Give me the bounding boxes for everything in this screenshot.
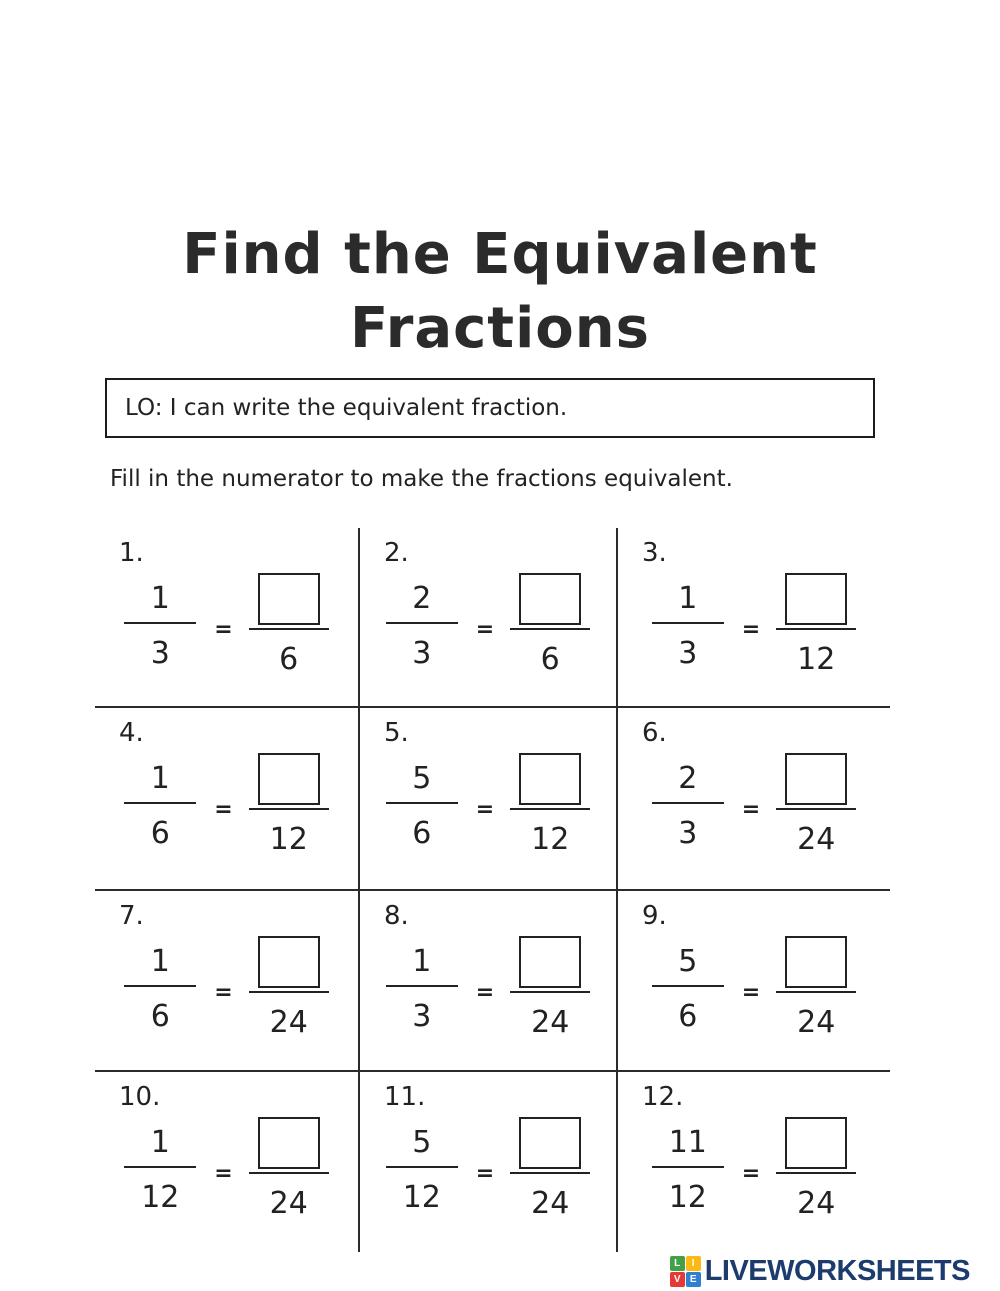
equation [124, 573, 328, 677]
answer-fraction [776, 573, 856, 677]
problem-number: 6. [642, 718, 667, 748]
equals-sign: = [741, 617, 761, 642]
given-numerator: 1 [150, 581, 170, 616]
given-fraction [652, 936, 724, 1034]
numerator-input-box[interactable] [258, 573, 320, 625]
given-denominator: 6 [150, 816, 170, 851]
equals-sign: = [741, 1161, 761, 1186]
problem-cell-7 [95, 891, 360, 1072]
learning-objective-text: LO: I can write the equivalent fraction. [125, 395, 568, 421]
numerator-input-box[interactable] [519, 753, 581, 805]
answer-denominator: 6 [279, 642, 299, 677]
numerator-input-box[interactable] [519, 936, 581, 988]
given-numerator: 5 [678, 944, 698, 979]
answer-denominator: 24 [797, 822, 836, 857]
equation [124, 1117, 328, 1221]
problem-cell-8 [360, 891, 618, 1072]
equals-sign: = [475, 980, 495, 1005]
title-line-2: Fractions [350, 295, 650, 361]
instruction-text: Fill in the numerator to make the fractions equivalent. [110, 466, 733, 492]
page-title [0, 218, 1000, 366]
given-fraction [652, 753, 724, 851]
problem-cell-11 [360, 1072, 618, 1252]
answer-denominator: 12 [531, 822, 570, 857]
given-numerator: 2 [412, 581, 432, 616]
answer-fraction [776, 936, 856, 1040]
problem-cell-4 [95, 708, 360, 891]
given-fraction [124, 573, 196, 671]
given-fraction [386, 753, 458, 851]
equation [386, 753, 590, 857]
equals-sign: = [475, 797, 495, 822]
problem-cell-6 [618, 708, 890, 891]
equation [652, 1117, 856, 1221]
equation [386, 573, 590, 677]
numerator-input-box[interactable] [258, 936, 320, 988]
numerator-input-box[interactable] [785, 753, 847, 805]
answer-denominator: 6 [540, 642, 560, 677]
answer-fraction [249, 573, 329, 677]
given-fraction [386, 573, 458, 671]
given-numerator: 11 [668, 1125, 707, 1160]
problem-number: 7. [119, 901, 144, 931]
numerator-input-box[interactable] [785, 936, 847, 988]
equation [124, 936, 328, 1040]
equation [124, 753, 328, 857]
answer-denominator: 24 [269, 1005, 308, 1040]
answer-denominator: 12 [269, 822, 308, 857]
problem-number: 8. [384, 901, 409, 931]
given-numerator: 2 [678, 761, 698, 796]
given-fraction [386, 1117, 458, 1215]
numerator-input-box[interactable] [258, 1117, 320, 1169]
given-fraction [386, 936, 458, 1034]
given-fraction [652, 573, 724, 671]
numerator-input-box[interactable] [258, 753, 320, 805]
liveworksheets-logo-icon [670, 1256, 701, 1287]
problem-number: 11. [384, 1082, 426, 1112]
given-fraction [124, 753, 196, 851]
given-denominator: 12 [402, 1180, 441, 1215]
equals-sign: = [475, 1161, 495, 1186]
logo-square-e: E [686, 1272, 701, 1287]
given-fraction [124, 936, 196, 1034]
problem-cell-9 [618, 891, 890, 1072]
problem-number: 12. [642, 1082, 684, 1112]
equals-sign: = [214, 617, 233, 642]
given-denominator: 6 [678, 999, 698, 1034]
numerator-input-box[interactable] [785, 1117, 847, 1169]
answer-denominator: 24 [531, 1005, 570, 1040]
given-numerator: 1 [678, 581, 698, 616]
given-fraction [124, 1117, 196, 1215]
logo-square-i: I [686, 1256, 701, 1271]
answer-denominator: 24 [797, 1005, 836, 1040]
given-denominator: 3 [412, 636, 432, 671]
logo-square-l: L [670, 1256, 685, 1271]
given-numerator: 5 [412, 761, 432, 796]
problem-number: 3. [642, 538, 667, 568]
problem-cell-5 [360, 708, 618, 891]
equation [386, 1117, 590, 1221]
problem-grid [95, 528, 890, 1252]
learning-objective-box [105, 378, 875, 438]
given-numerator: 1 [150, 1125, 170, 1160]
problem-number: 1. [119, 538, 144, 568]
given-denominator: 6 [150, 999, 170, 1034]
given-denominator: 3 [678, 636, 698, 671]
equals-sign: = [741, 797, 761, 822]
given-fraction [652, 1117, 724, 1215]
equals-sign: = [741, 980, 761, 1005]
answer-fraction [510, 1117, 590, 1221]
answer-denominator: 24 [269, 1186, 308, 1221]
answer-fraction [510, 936, 590, 1040]
given-denominator: 3 [678, 816, 698, 851]
problem-cell-12 [618, 1072, 890, 1252]
answer-fraction [776, 753, 856, 857]
numerator-input-box[interactable] [785, 573, 847, 625]
answer-fraction [249, 1117, 329, 1221]
given-numerator: 5 [412, 1125, 432, 1160]
answer-fraction [249, 936, 329, 1040]
problem-number: 2. [384, 538, 409, 568]
numerator-input-box[interactable] [519, 1117, 581, 1169]
answer-denominator: 24 [531, 1186, 570, 1221]
liveworksheets-brand-text: LIVEWORKSHEETS [704, 1255, 970, 1287]
equals-sign: = [214, 980, 233, 1005]
problem-cell-2 [360, 528, 618, 708]
problem-cell-3 [618, 528, 890, 708]
answer-denominator: 24 [797, 1186, 836, 1221]
answer-fraction [510, 573, 590, 677]
numerator-input-box[interactable] [519, 573, 581, 625]
answer-denominator: 12 [797, 642, 836, 677]
title-line-1: Find the Equivalent [182, 222, 818, 287]
answer-fraction [249, 753, 329, 857]
given-denominator: 12 [141, 1180, 180, 1215]
equals-sign: = [214, 1161, 233, 1186]
equation [652, 753, 856, 857]
problem-cell-1 [95, 528, 360, 708]
equation [652, 936, 856, 1040]
given-denominator: 3 [412, 999, 432, 1034]
equation [652, 573, 856, 677]
equation [386, 936, 590, 1040]
answer-fraction [776, 1117, 856, 1221]
equals-sign: = [475, 617, 495, 642]
given-numerator: 1 [412, 944, 432, 979]
logo-square-v: V [670, 1272, 685, 1287]
equals-sign: = [214, 797, 233, 822]
given-denominator: 6 [412, 816, 432, 851]
problem-number: 9. [642, 901, 667, 931]
problem-number: 5. [384, 718, 409, 748]
given-denominator: 3 [150, 636, 170, 671]
problem-cell-10 [95, 1072, 360, 1252]
liveworksheets-footer [670, 1255, 970, 1288]
problem-number: 10. [119, 1082, 161, 1112]
problem-number: 4. [119, 718, 144, 748]
given-denominator: 12 [668, 1180, 707, 1215]
given-numerator: 1 [150, 761, 170, 796]
given-numerator: 1 [150, 944, 170, 979]
answer-fraction [510, 753, 590, 857]
